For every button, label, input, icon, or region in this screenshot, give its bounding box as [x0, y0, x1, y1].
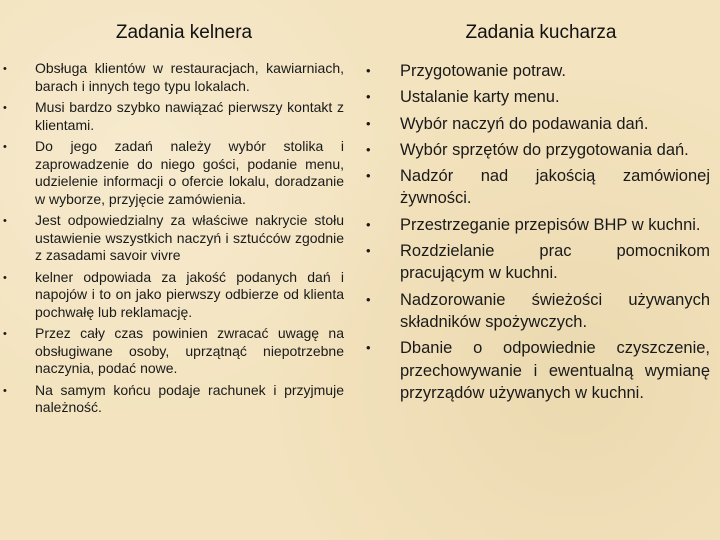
bullet-icon: • [366, 340, 371, 356]
list-item: • Dbanie o odpowiednie czyszczenie, przechowywanie i ewentualną wymianę przyrządów używanych w kuchni. [366, 339, 710, 402]
bullet-icon: • [3, 141, 7, 153]
list-item: • Wybór sprzętów do przygotowania dań. [362, 139, 720, 161]
bullet-icon: • [3, 102, 7, 114]
bullet-icon: • [366, 115, 371, 131]
list-item: • Przestrzeganie przepisów BHP w kuchni. [362, 214, 720, 236]
bullet-icon: • [366, 291, 371, 307]
bullet-icon: • [366, 168, 371, 184]
list-item: • Na samym końcu podaje rachunek i przyjmuje należność. [3, 381, 344, 415]
list-item: • Przez cały czas powinien zwracać uwagę na obsługiwane osoby, uprzątnąć niepotrzebne naczynia, podać nowe. [3, 325, 344, 376]
bullet-icon: • [3, 215, 7, 227]
bullet-icon: • [366, 141, 371, 157]
cook-duties-list [362, 60, 720, 408]
list-item: • Musi bardzo szybko nawiązać pierwszy kontakt z klientami. [3, 99, 344, 133]
waiter-duties-title: Zadania kelnera [115, 22, 253, 43]
list-item: • Obsługa klientów w restauracjach, kawiarniach, barach i innych tego typu lokalach. [3, 60, 344, 94]
list-item: • Wybór naczyń do podawania dań. [362, 113, 720, 135]
list-item: • Ustalanie karty menu. [362, 86, 720, 108]
bullet-icon: • [366, 63, 371, 78]
list-item: • kelner odpowiada za jakość podanych dań i napojów i to on jako pierwszy odbierze od klienta pochwałę lub reklamację. [3, 268, 344, 320]
bullet-icon: • [366, 243, 371, 259]
list-item: • Jest odpowiedzialny za właściwe nakrycie stołu ustawienie wszystkich naczyń i sztućców zgodnie z zasadami savoir vivre [3, 212, 344, 263]
bullet-icon: • [366, 216, 371, 232]
list-item: • Rozdzielanie prac pomocnikom pracującym w kuchni. [366, 242, 710, 283]
list-item: • Przygotowanie potraw. [362, 60, 720, 82]
bullet-icon: • [3, 271, 7, 284]
list-item: • Do jego zadań należy wybór stolika i zaprowadzenie do niego gości, podanie menu, udzielenie informacji o ofercie lokalu, doradzanie w wyborze, przyjęcie zamówienia. [3, 138, 344, 207]
waiter-duties-list [0, 60, 360, 421]
bullet-icon: • [3, 63, 7, 75]
bullet-icon: • [3, 328, 7, 340]
bullet-icon: • [366, 89, 371, 105]
bullet-icon: • [3, 384, 7, 397]
cook-duties-title: Zadania kucharza [465, 22, 617, 43]
list-item: • Nadzór nad jakością zamówionej żywności. [366, 167, 710, 208]
list-item: • Nadzorowanie świeżości używanych składników spożywczych. [366, 290, 710, 331]
